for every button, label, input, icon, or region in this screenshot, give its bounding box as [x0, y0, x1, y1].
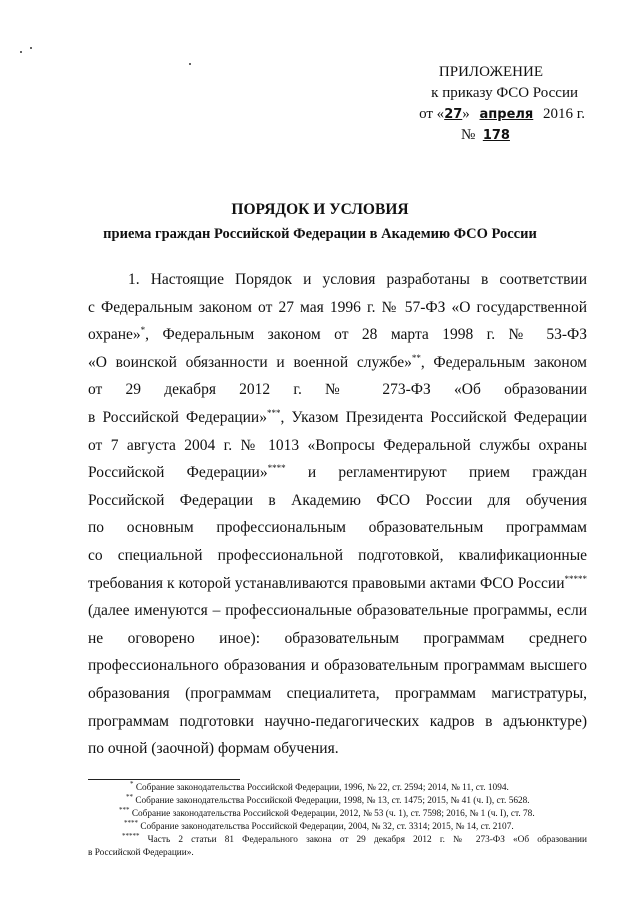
body-line: требования к которой устанавливаются правовыми актами ФСО России***** — [88, 573, 587, 592]
footnote: * Собрание законодательства Российской Федерации, 1996, № 22, ст. 2594; 2014, № 11, ст. 1094. — [130, 779, 509, 793]
footnote-separator — [88, 779, 240, 780]
date-day: 27 — [444, 107, 463, 122]
body-line: охране»*, Федеральным законом от 28 марта 1998 г. № 53-ФЗ — [88, 325, 587, 344]
body-line: образования (программам специалитета, программам магистратуры, — [88, 684, 587, 702]
number-prefix: № — [461, 127, 476, 143]
appendix-number — [395, 125, 595, 146]
appendix-date — [395, 104, 595, 125]
footnotes — [88, 779, 587, 860]
body-line: Российской Федерации в Академию ФСО России для обучения — [88, 491, 587, 509]
body-line: (далее именуются – профессиональные образовательные программы, если — [88, 602, 587, 620]
body-line: от 7 августа 2004 г. № 1013 «Вопросы Федеральной службы охраны — [88, 436, 587, 454]
document-title: ПОРЯДОК И УСЛОВИЯ — [231, 201, 409, 218]
body-paragraph — [88, 266, 587, 763]
body-line: не оговорено иное): образовательным программам среднего — [88, 629, 587, 647]
document-subtitle: приема граждан Российской Федерации в Академию ФСО России — [103, 226, 537, 242]
scan-speck — [20, 51, 22, 53]
body-line: программам подготовки научно-педагогических кадров в адъюнктуре) — [88, 712, 587, 730]
appendix-label: ПРИЛОЖЕНИЕ — [438, 64, 543, 80]
footnote-ref: ***** — [564, 573, 587, 584]
footnote-ref: *** — [266, 407, 281, 418]
date-mid: » — [462, 106, 470, 122]
body-line: от 29 декабря 2012 г. № 273-ФЗ «Об образовании — [88, 381, 587, 399]
scan-speck — [189, 63, 191, 65]
footnote: **** Собрание законодательства Российской Федерации, 2004, № 32, ст. 3314; 2015, № 14, ст. 2107. — [124, 818, 514, 832]
body-line: 1. Настоящие Порядок и условия разработаны в соответствии — [128, 271, 587, 288]
date-prefix: от « — [419, 106, 445, 122]
body-line: с Федеральным законом от 27 мая 1996 г. № 57-ФЗ «О государственной — [88, 298, 587, 316]
body-line: по основным профессиональным образовательным программам — [88, 519, 587, 537]
body-line: по очной (заочной) формам обучения. — [88, 740, 339, 758]
footnote-ref: ** — [411, 352, 421, 363]
body-line: «О воинской обязанности и военной службе»**, Федеральным законом — [88, 352, 587, 371]
number-value: 178 — [482, 128, 510, 143]
footnote: *** Собрание законодательства Российской Федерации, 2012, № 53 (ч. 1), ст. 7598; 2016, № 1 (ч. I), ст. 78. — [119, 805, 535, 819]
body-line: в Российской Федерации»***, Указом Президента Российской Федерации — [88, 407, 587, 426]
body-line: со специальной профессиональной подготовкой, квалификационные — [88, 546, 587, 564]
footnote-continuation: в Российской Федерации». — [88, 848, 194, 858]
date-month: апреля — [479, 107, 534, 122]
appendix-header — [395, 62, 595, 146]
body-line: Российской Федерации»**** и регламентируют прием граждан — [88, 463, 587, 482]
body-line: профессионального образования и образовательным программам высшего — [88, 657, 587, 675]
date-year: 2016 г. — [543, 106, 585, 122]
footnote: ** Собрание законодательства Российской Федерации, 1998, № 13, ст. 1475; 2015, № 41 (ч. I), ст. 5628. — [126, 792, 530, 806]
appendix-order-ref: к приказу ФСО России — [431, 85, 578, 101]
footnote-ref: **** — [267, 463, 286, 473]
scan-speck — [30, 47, 32, 49]
footnote: ***** Часть 2 статьи 81 Федерального закона от 29 декабря 2012 г. № 273-ФЗ «Об образовании — [122, 831, 587, 845]
footnote-ref: * — [140, 325, 146, 336]
